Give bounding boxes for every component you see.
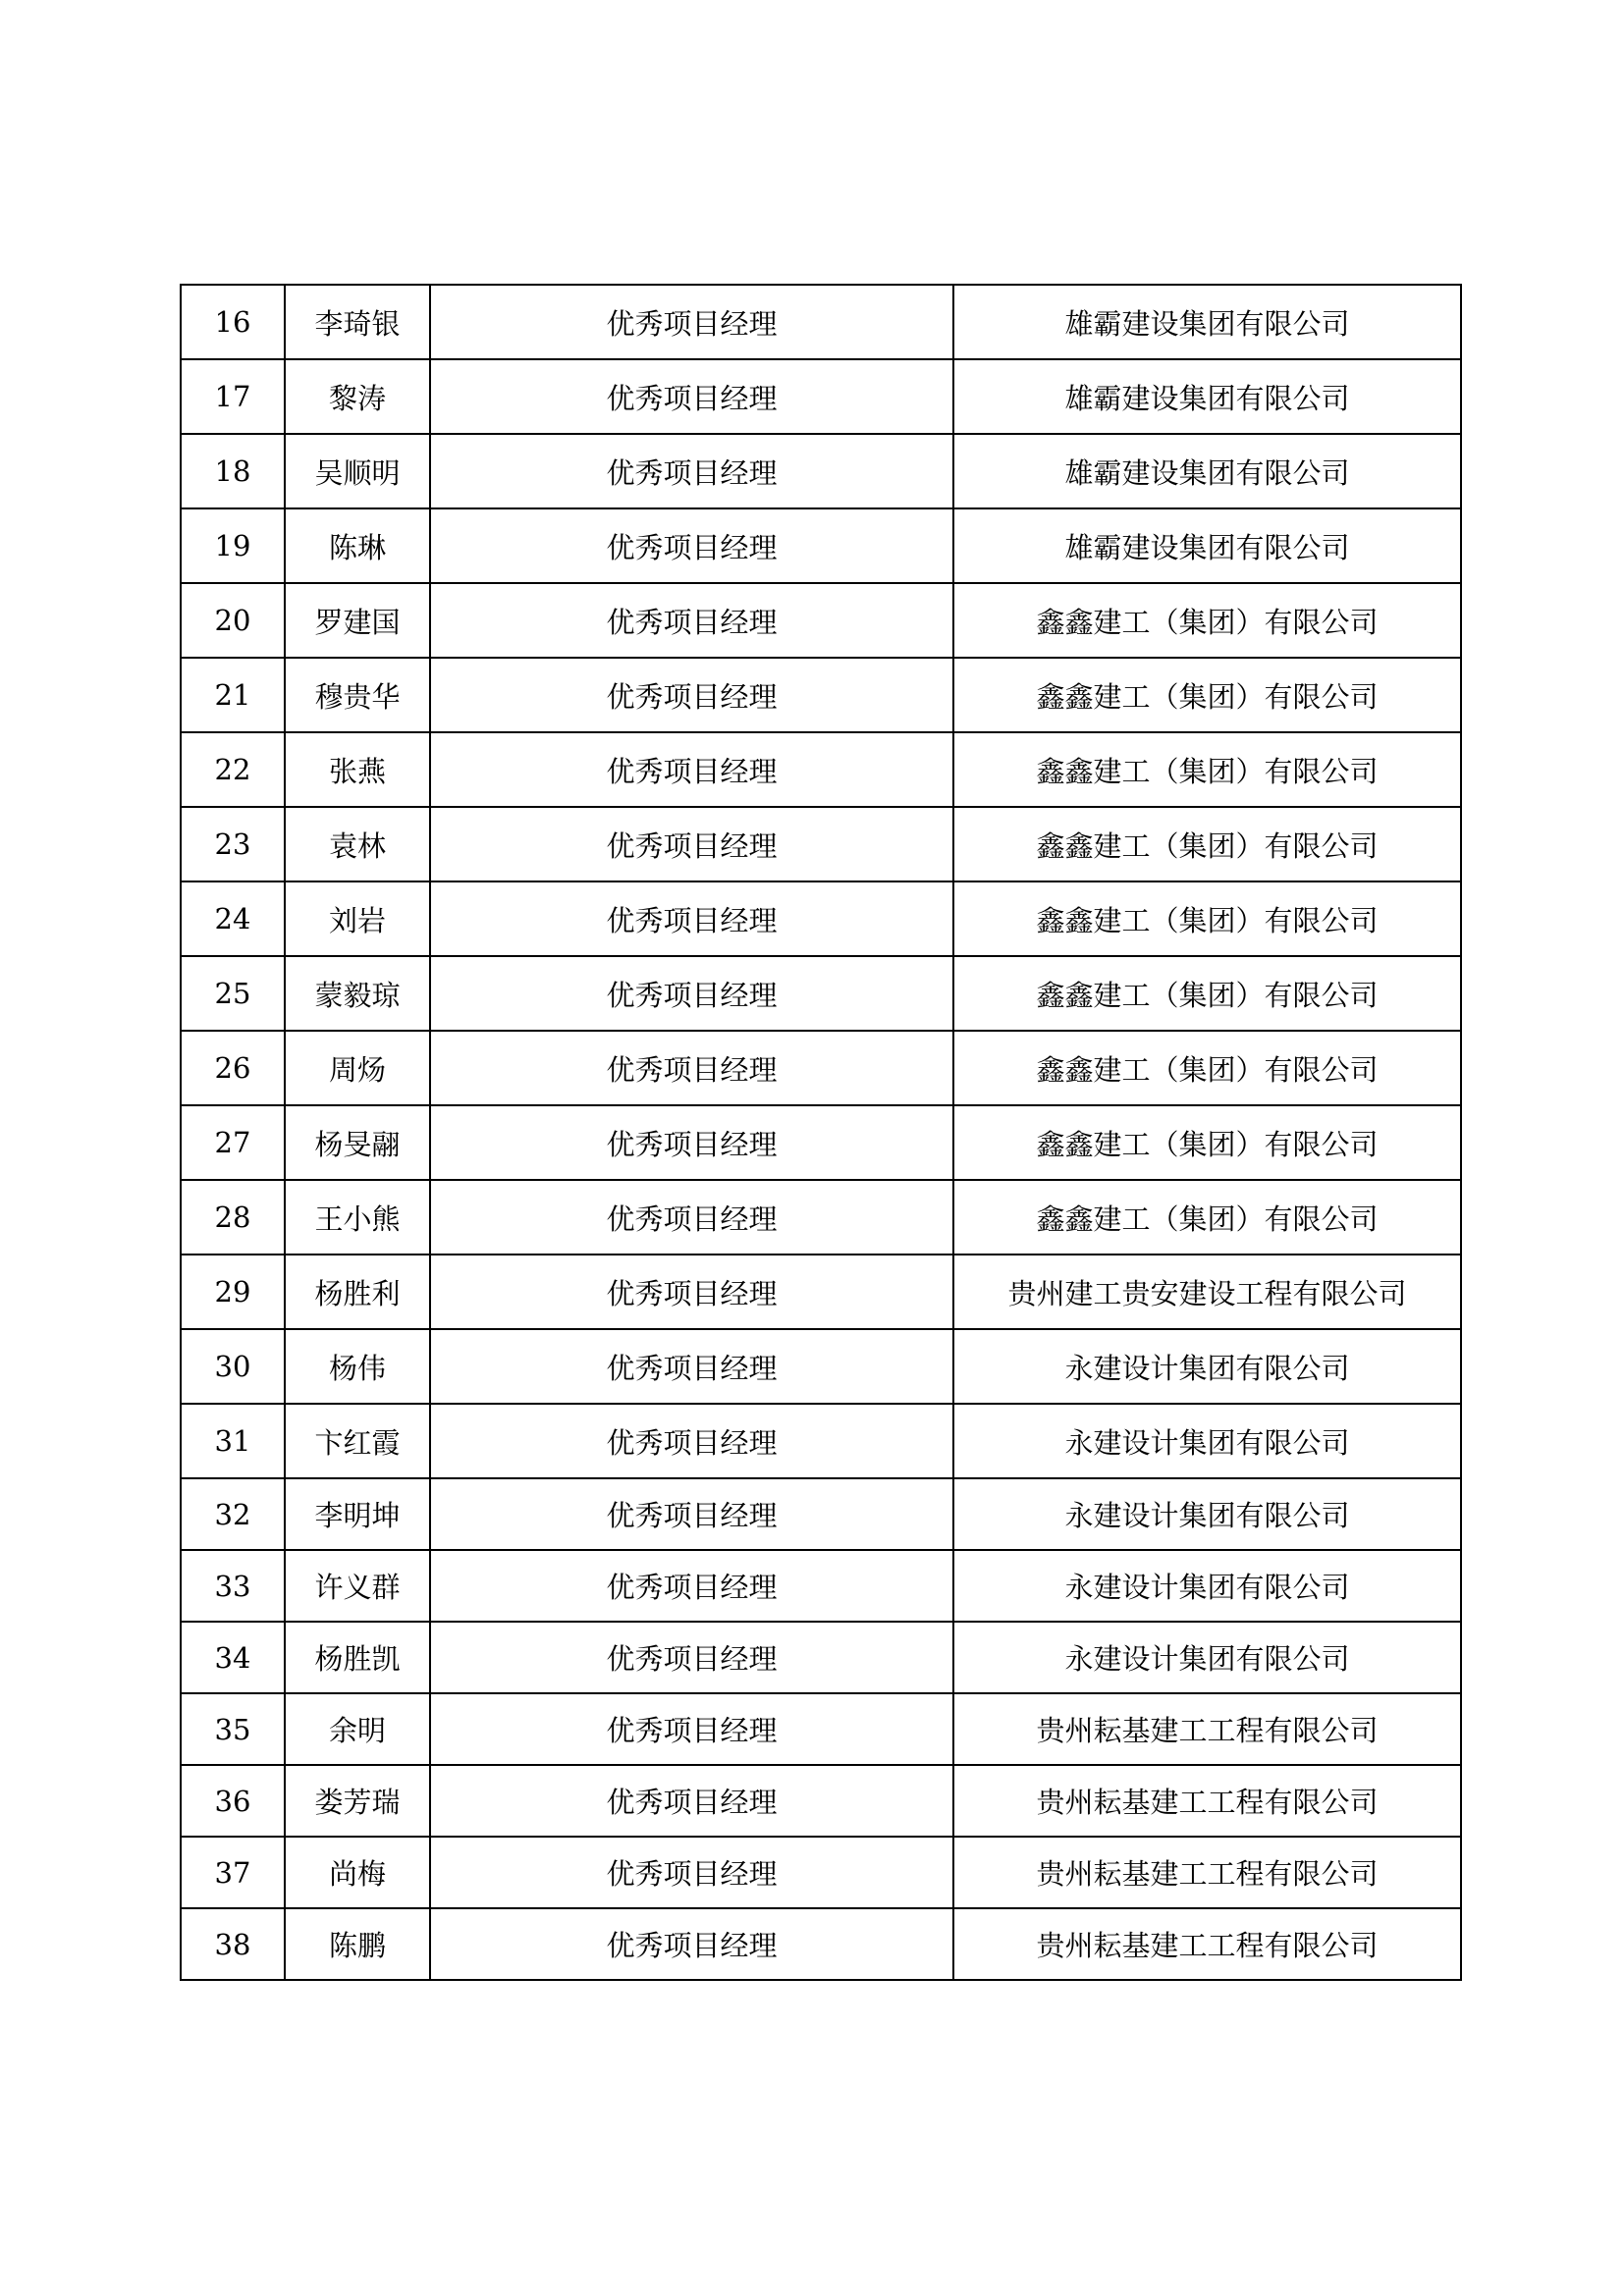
row-number-cell: 22 bbox=[181, 732, 285, 807]
row-number-cell: 18 bbox=[181, 434, 285, 508]
company-name-cell: 雄霸建设集团有限公司 bbox=[953, 508, 1461, 583]
company-name-cell: 永建设计集团有限公司 bbox=[953, 1550, 1461, 1622]
table-row bbox=[181, 1180, 1461, 1255]
person-name-cell: 吴顺明 bbox=[285, 434, 430, 508]
award-list-table bbox=[180, 284, 1462, 1981]
row-number-cell: 27 bbox=[181, 1105, 285, 1180]
table-row bbox=[181, 1693, 1461, 1765]
table-row bbox=[181, 956, 1461, 1031]
person-name-cell: 杨伟 bbox=[285, 1329, 430, 1404]
award-title-cell: 优秀项目经理 bbox=[430, 434, 953, 508]
company-name-cell: 鑫鑫建工（集团）有限公司 bbox=[953, 807, 1461, 881]
row-number-cell: 37 bbox=[181, 1837, 285, 1908]
award-title-cell: 优秀项目经理 bbox=[430, 956, 953, 1031]
company-name-cell: 鑫鑫建工（集团）有限公司 bbox=[953, 583, 1461, 658]
table-row bbox=[181, 1765, 1461, 1837]
company-name-cell: 雄霸建设集团有限公司 bbox=[953, 359, 1461, 434]
person-name-cell: 杨胜凯 bbox=[285, 1622, 430, 1693]
row-number-cell: 26 bbox=[181, 1031, 285, 1105]
company-name-cell: 贵州建工贵安建设工程有限公司 bbox=[953, 1255, 1461, 1329]
company-name-cell: 鑫鑫建工（集团）有限公司 bbox=[953, 732, 1461, 807]
table-row bbox=[181, 285, 1461, 359]
row-number-cell: 16 bbox=[181, 285, 285, 359]
company-name-cell: 永建设计集团有限公司 bbox=[953, 1404, 1461, 1478]
award-title-cell: 优秀项目经理 bbox=[430, 1180, 953, 1255]
company-name-cell: 贵州耘基建工工程有限公司 bbox=[953, 1837, 1461, 1908]
award-title-cell: 优秀项目经理 bbox=[430, 1031, 953, 1105]
row-number-cell: 21 bbox=[181, 658, 285, 732]
row-number-cell: 28 bbox=[181, 1180, 285, 1255]
company-name-cell: 贵州耘基建工工程有限公司 bbox=[953, 1693, 1461, 1765]
person-name-cell: 张燕 bbox=[285, 732, 430, 807]
person-name-cell: 杨胜利 bbox=[285, 1255, 430, 1329]
person-name-cell: 王小熊 bbox=[285, 1180, 430, 1255]
company-name-cell: 永建设计集团有限公司 bbox=[953, 1478, 1461, 1550]
person-name-cell: 袁林 bbox=[285, 807, 430, 881]
award-title-cell: 优秀项目经理 bbox=[430, 583, 953, 658]
table-row bbox=[181, 1622, 1461, 1693]
award-title-cell: 优秀项目经理 bbox=[430, 1765, 953, 1837]
person-name-cell: 穆贵华 bbox=[285, 658, 430, 732]
company-name-cell: 雄霸建设集团有限公司 bbox=[953, 434, 1461, 508]
table-row bbox=[181, 434, 1461, 508]
award-title-cell: 优秀项目经理 bbox=[430, 1329, 953, 1404]
row-number-cell: 33 bbox=[181, 1550, 285, 1622]
table-row bbox=[181, 583, 1461, 658]
person-name-cell: 周炀 bbox=[285, 1031, 430, 1105]
table-row bbox=[181, 1329, 1461, 1404]
row-number-cell: 17 bbox=[181, 359, 285, 434]
award-title-cell: 优秀项目经理 bbox=[430, 1693, 953, 1765]
table-row bbox=[181, 1255, 1461, 1329]
row-number-cell: 29 bbox=[181, 1255, 285, 1329]
award-title-cell: 优秀项目经理 bbox=[430, 285, 953, 359]
award-title-cell: 优秀项目经理 bbox=[430, 1404, 953, 1478]
row-number-cell: 19 bbox=[181, 508, 285, 583]
person-name-cell: 尚梅 bbox=[285, 1837, 430, 1908]
company-name-cell: 鑫鑫建工（集团）有限公司 bbox=[953, 881, 1461, 956]
award-title-cell: 优秀项目经理 bbox=[430, 807, 953, 881]
table-row bbox=[181, 1478, 1461, 1550]
person-name-cell: 李明坤 bbox=[285, 1478, 430, 1550]
row-number-cell: 34 bbox=[181, 1622, 285, 1693]
company-name-cell: 鑫鑫建工（集团）有限公司 bbox=[953, 956, 1461, 1031]
person-name-cell: 陈琳 bbox=[285, 508, 430, 583]
table-row bbox=[181, 359, 1461, 434]
table-row bbox=[181, 881, 1461, 956]
company-name-cell: 鑫鑫建工（集团）有限公司 bbox=[953, 1031, 1461, 1105]
person-name-cell: 刘岩 bbox=[285, 881, 430, 956]
award-title-cell: 优秀项目经理 bbox=[430, 1837, 953, 1908]
row-number-cell: 24 bbox=[181, 881, 285, 956]
person-name-cell: 蒙毅琼 bbox=[285, 956, 430, 1031]
table-row bbox=[181, 1908, 1461, 1980]
person-name-cell: 卞红霞 bbox=[285, 1404, 430, 1478]
company-name-cell: 鑫鑫建工（集团）有限公司 bbox=[953, 1180, 1461, 1255]
company-name-cell: 永建设计集团有限公司 bbox=[953, 1622, 1461, 1693]
company-name-cell: 雄霸建设集团有限公司 bbox=[953, 285, 1461, 359]
award-title-cell: 优秀项目经理 bbox=[430, 1550, 953, 1622]
company-name-cell: 鑫鑫建工（集团）有限公司 bbox=[953, 1105, 1461, 1180]
company-name-cell: 永建设计集团有限公司 bbox=[953, 1329, 1461, 1404]
row-number-cell: 31 bbox=[181, 1404, 285, 1478]
table-row bbox=[181, 1404, 1461, 1478]
person-name-cell: 杨旻翮 bbox=[285, 1105, 430, 1180]
person-name-cell: 许义群 bbox=[285, 1550, 430, 1622]
award-title-cell: 优秀项目经理 bbox=[430, 1478, 953, 1550]
table-row bbox=[181, 1550, 1461, 1622]
person-name-cell: 余明 bbox=[285, 1693, 430, 1765]
award-title-cell: 优秀项目经理 bbox=[430, 1908, 953, 1980]
row-number-cell: 38 bbox=[181, 1908, 285, 1980]
row-number-cell: 35 bbox=[181, 1693, 285, 1765]
company-name-cell: 贵州耘基建工工程有限公司 bbox=[953, 1765, 1461, 1837]
award-title-cell: 优秀项目经理 bbox=[430, 1255, 953, 1329]
company-name-cell: 鑫鑫建工（集团）有限公司 bbox=[953, 658, 1461, 732]
person-name-cell: 罗建国 bbox=[285, 583, 430, 658]
table-row bbox=[181, 807, 1461, 881]
table-row bbox=[181, 1105, 1461, 1180]
row-number-cell: 30 bbox=[181, 1329, 285, 1404]
person-name-cell: 娄芳瑞 bbox=[285, 1765, 430, 1837]
award-title-cell: 优秀项目经理 bbox=[430, 508, 953, 583]
row-number-cell: 20 bbox=[181, 583, 285, 658]
award-title-cell: 优秀项目经理 bbox=[430, 1105, 953, 1180]
person-name-cell: 陈鹏 bbox=[285, 1908, 430, 1980]
person-name-cell: 黎涛 bbox=[285, 359, 430, 434]
table-row bbox=[181, 732, 1461, 807]
award-title-cell: 优秀项目经理 bbox=[430, 1622, 953, 1693]
row-number-cell: 23 bbox=[181, 807, 285, 881]
award-list-body bbox=[181, 285, 1461, 1980]
person-name-cell: 李琦银 bbox=[285, 285, 430, 359]
table-row bbox=[181, 1031, 1461, 1105]
award-title-cell: 优秀项目经理 bbox=[430, 359, 953, 434]
table-row bbox=[181, 658, 1461, 732]
award-title-cell: 优秀项目经理 bbox=[430, 658, 953, 732]
row-number-cell: 25 bbox=[181, 956, 285, 1031]
award-title-cell: 优秀项目经理 bbox=[430, 881, 953, 956]
company-name-cell: 贵州耘基建工工程有限公司 bbox=[953, 1908, 1461, 1980]
award-title-cell: 优秀项目经理 bbox=[430, 732, 953, 807]
row-number-cell: 36 bbox=[181, 1765, 285, 1837]
row-number-cell: 32 bbox=[181, 1478, 285, 1550]
table-row bbox=[181, 508, 1461, 583]
table-row bbox=[181, 1837, 1461, 1908]
